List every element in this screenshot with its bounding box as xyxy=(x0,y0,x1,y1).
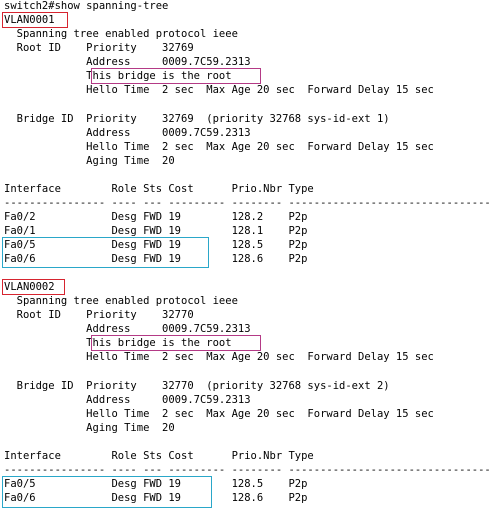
table-row: Fa0/5 Desg FWD 19 128.5 P2p xyxy=(4,478,308,490)
output-line: Spanning tree enabled protocol ieee xyxy=(4,295,238,307)
output-line: Address 0009.7C59.2313 xyxy=(4,323,251,335)
vlan0001-highlight-box xyxy=(2,12,68,28)
table-row: Fa0/5 Desg FWD 19 128.5 P2p xyxy=(4,239,308,251)
ports-highlight-box xyxy=(2,476,212,508)
vlan0002-highlight-box xyxy=(2,279,65,295)
output-line: Address 0009.7C59.2313 xyxy=(4,127,251,139)
root-status: This bridge is the root xyxy=(4,70,232,82)
output-line: Hello Time 2 sec Max Age 20 sec Forward Delay 15 sec xyxy=(4,141,434,153)
output-line: Hello Time 2 sec Max Age 20 sec Forward Delay 15 sec xyxy=(4,84,434,96)
vlan-header: VLAN0001 xyxy=(4,14,55,26)
output-line: Bridge ID Priority 32770 (priority 32768 sys-id-ext 2) xyxy=(4,380,390,392)
table-divider: ---------------- ---- --- --------- -------- -------------------------------- xyxy=(4,464,491,476)
output-line: Address 0009.7C59.2313 xyxy=(4,394,251,406)
vlan-header: VLAN0002 xyxy=(4,281,55,293)
output-line: Spanning tree enabled protocol ieee xyxy=(4,28,238,40)
table-row: Fa0/1 Desg FWD 19 128.1 P2p xyxy=(4,225,308,237)
root-bridge-highlight-box xyxy=(91,335,261,351)
output-line: Bridge ID Priority 32769 (priority 32768 sys-id-ext 1) xyxy=(4,113,390,125)
table-header: Interface Role Sts Cost Prio.Nbr Type xyxy=(4,183,314,195)
command-line: switch2#show spanning-tree xyxy=(4,0,169,12)
output-line: Address 0009.7C59.2313 xyxy=(4,56,251,68)
root-bridge-highlight-box xyxy=(91,68,261,84)
output-line: Root ID Priority 32769 xyxy=(4,42,194,54)
table-row: Fa0/6 Desg FWD 19 128.6 P2p xyxy=(4,253,308,265)
output-line: Root ID Priority 32770 xyxy=(4,309,194,321)
output-line: Aging Time 20 xyxy=(4,422,175,434)
table-header: Interface Role Sts Cost Prio.Nbr Type xyxy=(4,450,314,462)
root-status: This bridge is the root xyxy=(4,337,232,349)
table-divider: ---------------- ---- --- --------- -------- -------------------------------- xyxy=(4,197,491,209)
output-line: Hello Time 2 sec Max Age 20 sec Forward Delay 15 sec xyxy=(4,408,434,420)
table-row: Fa0/2 Desg FWD 19 128.2 P2p xyxy=(4,211,308,223)
table-row: Fa0/6 Desg FWD 19 128.6 P2p xyxy=(4,492,308,504)
output-line: Aging Time 20 xyxy=(4,155,175,167)
ports-highlight-box xyxy=(2,237,209,268)
output-line: Hello Time 2 sec Max Age 20 sec Forward Delay 15 sec xyxy=(4,351,434,363)
